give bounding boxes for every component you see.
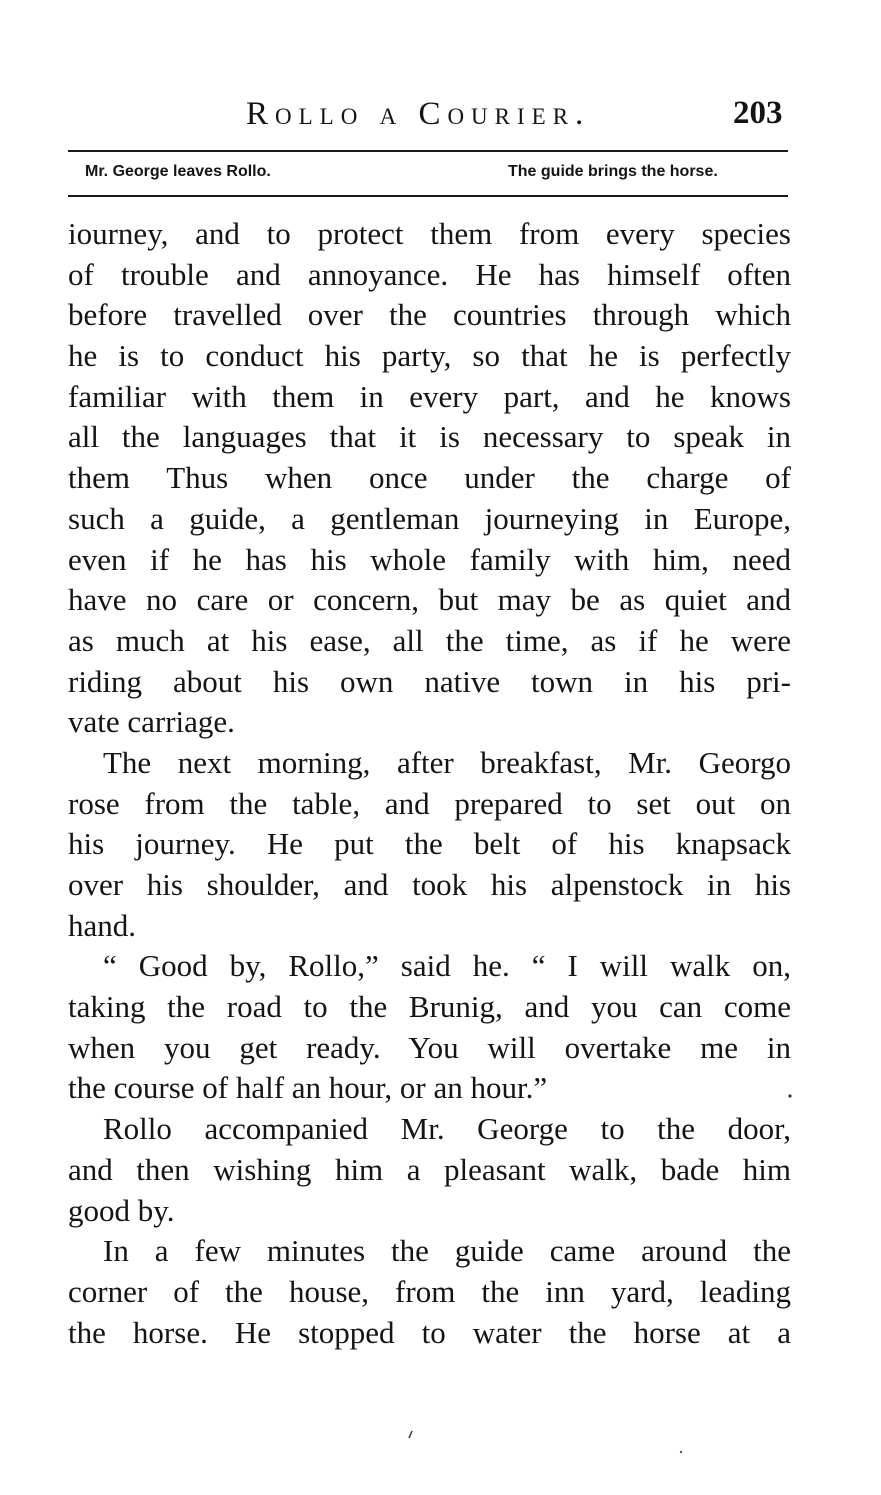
body-text [68, 214, 791, 1353]
text-line: In a few minutes the guide came around the [103, 1233, 791, 1269]
text-line: have no care or concern, but may be as quiet and [68, 582, 791, 618]
sidenote-left: Mr. George leaves Rollo. [85, 163, 271, 180]
text-line: of trouble and annoyance. He has himself often [68, 256, 791, 292]
text-line: as much at his ease, all the time, as if he were [68, 622, 791, 658]
text-line: he is to conduct his party, so that he is perfectly [68, 338, 791, 374]
header-rule-top [68, 150, 788, 152]
sidenote-right: The guide brings the horse. [508, 163, 718, 180]
text-line: hand. [68, 907, 137, 943]
text-line: familiar with them in every part, and he knows [68, 378, 791, 414]
text-line: The next morning, after breakfast, Mr. Georgo [103, 744, 791, 780]
text-line: even if he has his whole family with him, need [68, 541, 791, 577]
text-line: such a guide, a gentleman journeying in Europe, [68, 500, 791, 536]
text-line: vate carriage. [68, 704, 235, 740]
header-rule-bottom [68, 195, 788, 197]
text-line: rose from the table, and prepared to set out on [68, 785, 791, 821]
text-line: them Thus when once under the charge of [68, 460, 791, 496]
text-line: Rollo accompanied Mr. George to the door, [103, 1111, 791, 1147]
speck [409, 1431, 412, 1438]
text-line: iourney, and to protect them from every species [68, 216, 791, 251]
text-line: when you get ready. You will overtake me in [68, 1029, 791, 1065]
text-line: riding about his own native town in his pri- [68, 663, 791, 699]
running-title: Rollo a Courier. [246, 96, 591, 132]
text-line: the course of half an hour, or an hour.” [68, 1070, 548, 1106]
speck [680, 1451, 682, 1453]
page-number: 203 [733, 95, 783, 131]
text-line: “ Good by, Rollo,” said he. “ I will walk on, [103, 948, 791, 984]
text-line: taking the road to the Brunig, and you can come [68, 989, 791, 1025]
text-line: the horse. He stopped to water the horse at a [68, 1314, 791, 1350]
text-line: good by. [68, 1192, 175, 1228]
text-line: all the languages that it is necessary to speak in [68, 419, 791, 455]
text-line: and then wishing him a pleasant walk, bade him [68, 1151, 791, 1187]
text-line: over his shoulder, and took his alpenstock in his [68, 867, 791, 902]
text-line: his journey. He put the belt of his knapsack [68, 826, 791, 862]
text-line: before travelled over the countries through which [68, 297, 791, 333]
text-line: corner of the house, from the inn yard, leading [68, 1273, 791, 1309]
